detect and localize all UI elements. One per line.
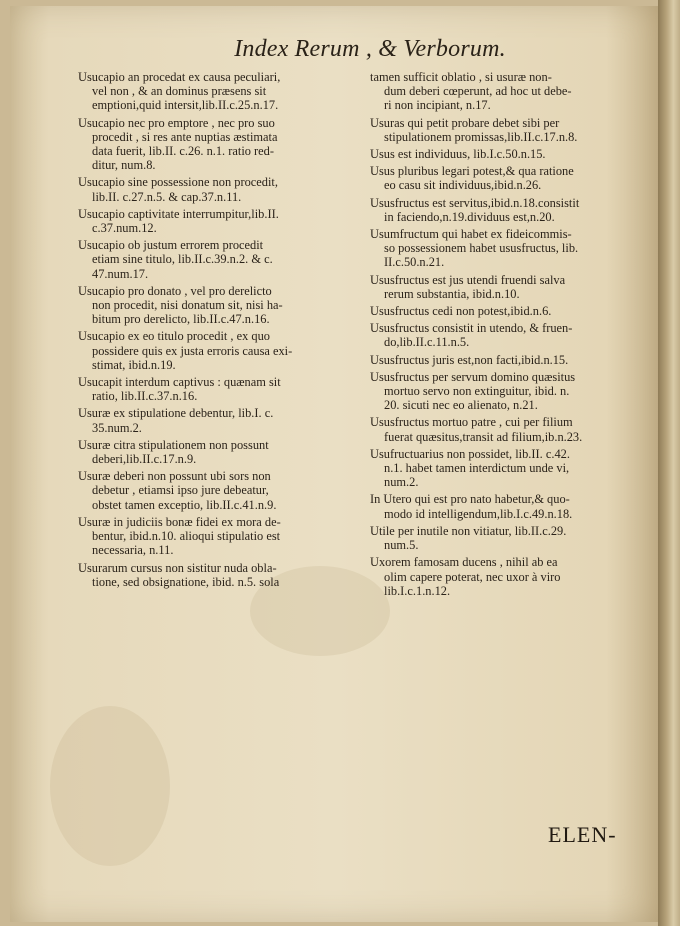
index-entry-line: Usus pluribus legari potest,& qua ratione [370, 164, 574, 179]
index-entry-line: do,lib.II.c.11.n.5. [384, 335, 470, 350]
index-entry-line: Ususfructus cedi non potest,ibid.n.6. [370, 304, 552, 319]
index-entry-line: Usuræ ex stipulatione debentur, lib.I. c. [78, 406, 274, 421]
index-entry-line: olim capere poterat, nec uxor à viro [384, 569, 561, 584]
index-entry-line: obstet tamen exceptio, lib.II.c.41.n.9. [92, 497, 277, 512]
index-entry-line: fuerat quæsitus,transit ad filium,ib.n.23. [384, 429, 583, 444]
index-entry-line: Usucapio ob justum errorem procedit [78, 238, 264, 253]
index-entry [78, 375, 360, 403]
index-entry [370, 555, 652, 598]
index-entry-line: stipulationem promissas,lib.II.c.17.n.8. [384, 129, 578, 144]
index-entry-line: Usucapio pro donato , vel pro derelicto [78, 283, 272, 298]
index-entry-line: lib.I.c.1.n.12. [384, 583, 451, 598]
index-entry [78, 515, 360, 558]
index-entry [370, 415, 652, 443]
index-entry [78, 116, 360, 173]
index-entry-line: stimat, ibid.n.19. [92, 357, 176, 372]
index-entry-line: Usucapio an procedat ex causa peculiari, [78, 70, 281, 84]
index-entry-line: Uxorem famosam ducens , nihil ab ea [370, 555, 558, 570]
index-entry [370, 447, 652, 490]
index-entry-line: Usuras qui petit probare debet sibi per [370, 115, 560, 130]
index-entry-line: emptioni,quid intersit,lib.II.c.25.n.17. [92, 98, 279, 113]
index-entry-line: 35.num.2. [92, 420, 142, 435]
index-entry-line: possidere quis ex justa erroris causa exi- [92, 343, 293, 358]
index-entry-line: Usuræ citra stipulationem non possunt [78, 437, 269, 452]
index-entry [370, 196, 652, 224]
index-entry [370, 304, 652, 318]
book-binding-edge [658, 0, 680, 926]
index-entry [78, 284, 360, 327]
index-entry-line: Ususfructus est jus utendi fruendi salva [370, 272, 566, 287]
index-entry-line: deberi,lib.II.c.17.n.9. [92, 452, 197, 467]
index-entry [370, 353, 652, 367]
index-entry-line: non procedit, nisi donatum sit, nisi ha- [92, 298, 283, 313]
index-entry-line: Ususfructus consistit in utendo, & fruen- [370, 321, 573, 336]
index-entry-line: II.c.50.n.21. [384, 255, 445, 270]
index-entry-line: Usucapit interdum captivus : quænam sit [78, 375, 281, 390]
index-entry-line: Ususfructus per servum domino quæsitus [370, 369, 576, 384]
index-entry-line: rerum substantia, ibid.n.10. [384, 286, 520, 301]
index-entry-line: Usurarum cursus non sistitur nuda obla- [78, 560, 277, 575]
index-entry-line: lib.II. c.27.n.5. & cap.37.n.11. [92, 189, 242, 204]
index-entry [78, 70, 360, 113]
index-entry-line: Ususfructus mortuo patre , cui per filium [370, 415, 573, 430]
index-entry-line: Usucapio captivitate interrumpitur,lib.II. [78, 206, 279, 221]
index-entry [370, 116, 652, 144]
index-entry [370, 273, 652, 301]
index-entry [370, 524, 652, 552]
index-entry-line: Usumfructum qui habet ex fideicommis- [370, 227, 572, 242]
index-entry-line: tamen sufficit oblatio , si usuræ non- [370, 70, 552, 84]
index-column-left [78, 70, 360, 592]
index-entry [370, 492, 652, 520]
index-entry-line: Usuræ deberi non possunt ubi sors non [78, 469, 271, 484]
index-entry-line: bentur, ibid.n.10. alioqui stipulatio est [92, 529, 281, 544]
index-entry-line: tione, sed obsignatione, ibid. n.5. sola [92, 574, 280, 589]
index-entry-line: Usucapio nec pro emptore , nec pro suo [78, 115, 275, 130]
index-entry [78, 561, 360, 589]
index-entry-line: data fuerit, lib.II. c.26. n.1. ratio red- [92, 144, 275, 159]
index-entry [78, 438, 360, 466]
index-entry-line: Ususfructus est servitus,ibid.n.18.consistit [370, 195, 580, 210]
index-column-right [370, 70, 652, 601]
index-entry [78, 207, 360, 235]
index-entry [370, 321, 652, 349]
paper-stain [50, 706, 170, 866]
index-entry-line: debetur , etiamsi ipso jure debeatur, [92, 483, 269, 498]
index-entry [78, 406, 360, 434]
index-entry-line: Usuræ in judiciis bonæ fidei ex mora de- [78, 514, 281, 529]
index-entry-line: so possessionem habet ususfructus, lib. [384, 241, 579, 256]
index-entry-line: n.1. habet tamen interdictum unde vi, [384, 461, 570, 476]
index-entry-line: modo id intelligendum,lib.I.c.49.n.18. [384, 506, 573, 521]
index-entry [78, 469, 360, 512]
index-entry-line: Ususfructus juris est,non facti,ibid.n.15. [370, 352, 569, 367]
index-entry-line: c.37.num.12. [92, 221, 157, 236]
index-entry-line: in faciendo,n.19.dividuus est,n.20. [384, 209, 555, 224]
index-entry-line: mortuo servo non extinguitur, ibid. n. [384, 384, 570, 399]
index-entry-line: Usucapio ex eo titulo procedit , ex quo [78, 329, 271, 344]
index-entry-line: In Utero qui est pro nato habetur,& quo- [370, 492, 570, 507]
index-entry-line: Usufructuarius non possidet, lib.II. c.42. [370, 446, 570, 461]
index-entry-line: num.5. [384, 538, 419, 553]
index-entry-line: etiam sine titulo, lib.II.c.39.n.2. & c. [92, 252, 273, 267]
index-entry-line: vel non , & an dominus præsens sit [92, 84, 267, 99]
index-entry-line: num.2. [384, 475, 419, 490]
index-entry [370, 227, 652, 270]
index-entry-line: necessaria, n.11. [92, 543, 174, 558]
index-entry-line: procedit , si res ante nuptias æstimata [92, 129, 278, 144]
index-entry-line: ratio, lib.II.c.37.n.16. [92, 389, 198, 404]
index-entry [370, 70, 652, 113]
page-title: Index Rerum , & Verborum. [234, 36, 506, 62]
index-entry-line: 47.num.17. [92, 266, 149, 281]
index-entry-line: Usucapio sine possessione non procedit, [78, 175, 278, 190]
index-entry-line: bitum pro derelicto, lib.II.c.47.n.16. [92, 312, 270, 327]
index-entry [78, 175, 360, 203]
index-entry-line: Utile per inutile non vitiatur, lib.II.c.29. [370, 523, 567, 538]
index-entry [78, 329, 360, 372]
index-entry-line: Usus est individuus, lib.I.c.50.n.15. [370, 147, 546, 162]
index-entry [370, 164, 652, 192]
index-entry [370, 370, 652, 413]
catchword: ELEN- [548, 822, 617, 847]
index-entry [370, 147, 652, 161]
index-entry-line: 20. sicuti nec eo alienato, n.21. [384, 398, 538, 413]
index-entry-line: dum deberi cœperunt, ad hoc ut debe- [384, 84, 572, 99]
index-entry-line: ri non incipiant, n.17. [384, 98, 491, 113]
index-entry [78, 238, 360, 281]
index-entry-line: eo casu sit individuus,ibid.n.26. [384, 178, 542, 193]
index-entry-line: ditur, num.8. [92, 158, 156, 173]
